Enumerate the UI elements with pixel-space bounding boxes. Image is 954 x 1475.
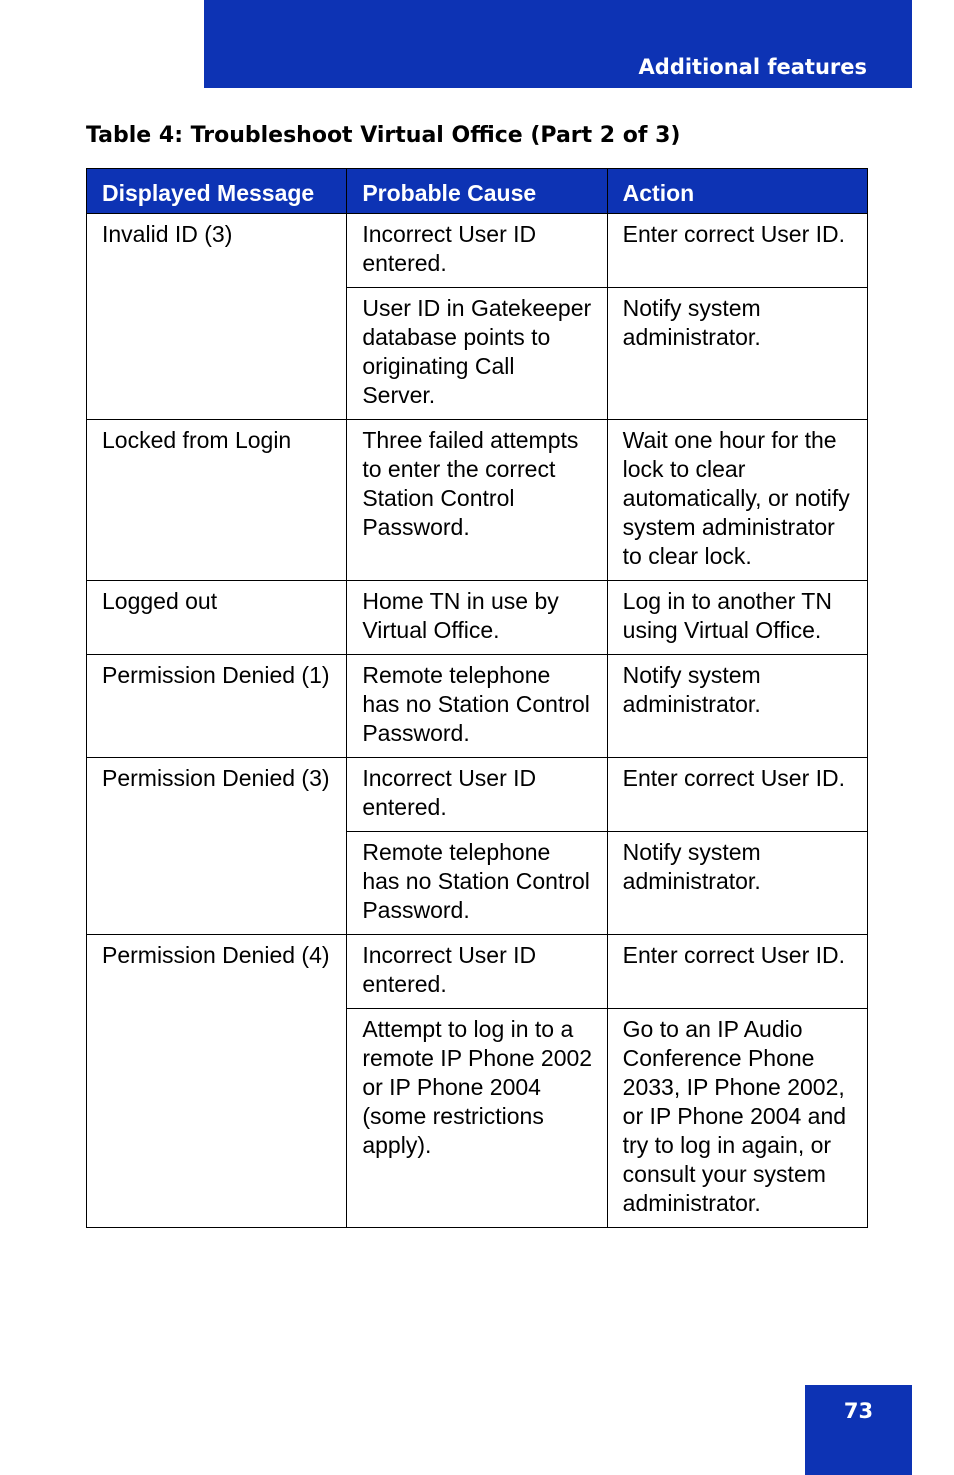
message-cell: Logged out xyxy=(87,581,347,655)
cause-cell: Home TN in use by Virtual Office. xyxy=(347,581,607,655)
table-row xyxy=(87,758,868,832)
cause-cell: Attempt to log in to a remote IP Phone 2002 or IP Phone 2004 (some restrictions apply). xyxy=(347,1009,607,1228)
page-number-box xyxy=(805,1385,912,1475)
cause-cell: Incorrect User ID entered. xyxy=(347,758,607,832)
cause-cell: Remote telephone has no Station Control Password. xyxy=(347,655,607,758)
action-cell: Log in to another TN using Virtual Office. xyxy=(607,581,867,655)
message-cell: Invalid ID (3) xyxy=(87,214,347,420)
table-caption: Table 4: Troubleshoot Virtual Office (Part 2 of 3) xyxy=(86,123,681,148)
table-row xyxy=(87,581,868,655)
message-cell: Locked from Login xyxy=(87,420,347,581)
action-cell: Notify system administrator. xyxy=(607,655,867,758)
action-cell: Notify system administrator. xyxy=(607,288,867,420)
troubleshoot-table xyxy=(86,168,868,1228)
header-bar xyxy=(204,0,912,88)
table-header-row xyxy=(87,169,868,214)
table-row xyxy=(87,420,868,581)
message-cell: Permission Denied (4) xyxy=(87,935,347,1228)
cause-cell: Incorrect User ID entered. xyxy=(347,214,607,288)
cause-cell: Three failed attempts to enter the correct Station Control Password. xyxy=(347,420,607,581)
section-title: Additional features xyxy=(638,55,867,79)
table-row xyxy=(87,214,868,288)
table-row xyxy=(87,935,868,1009)
table-row xyxy=(87,655,868,758)
action-cell: Enter correct User ID. xyxy=(607,758,867,832)
cause-cell: Remote telephone has no Station Control Password. xyxy=(347,832,607,935)
action-cell: Notify system administrator. xyxy=(607,832,867,935)
cause-cell: Incorrect User ID entered. xyxy=(347,935,607,1009)
column-header-displayed-message: Displayed Message xyxy=(87,169,347,214)
column-header-probable-cause: Probable Cause xyxy=(347,169,607,214)
cause-cell: User ID in Gatekeeper database points to originating Call Server. xyxy=(347,288,607,420)
message-cell: Permission Denied (3) xyxy=(87,758,347,935)
action-cell: Enter correct User ID. xyxy=(607,214,867,288)
action-cell: Enter correct User ID. xyxy=(607,935,867,1009)
message-cell: Permission Denied (1) xyxy=(87,655,347,758)
action-cell: Go to an IP Audio Conference Phone 2033, IP Phone 2002, or IP Phone 2004 and try to log in again, or consult your system administrator. xyxy=(607,1009,867,1228)
action-cell: Wait one hour for the lock to clear automatically, or notify system administrator to clear lock. xyxy=(607,420,867,581)
column-header-action: Action xyxy=(607,169,867,214)
page-number: 73 xyxy=(843,1399,874,1423)
